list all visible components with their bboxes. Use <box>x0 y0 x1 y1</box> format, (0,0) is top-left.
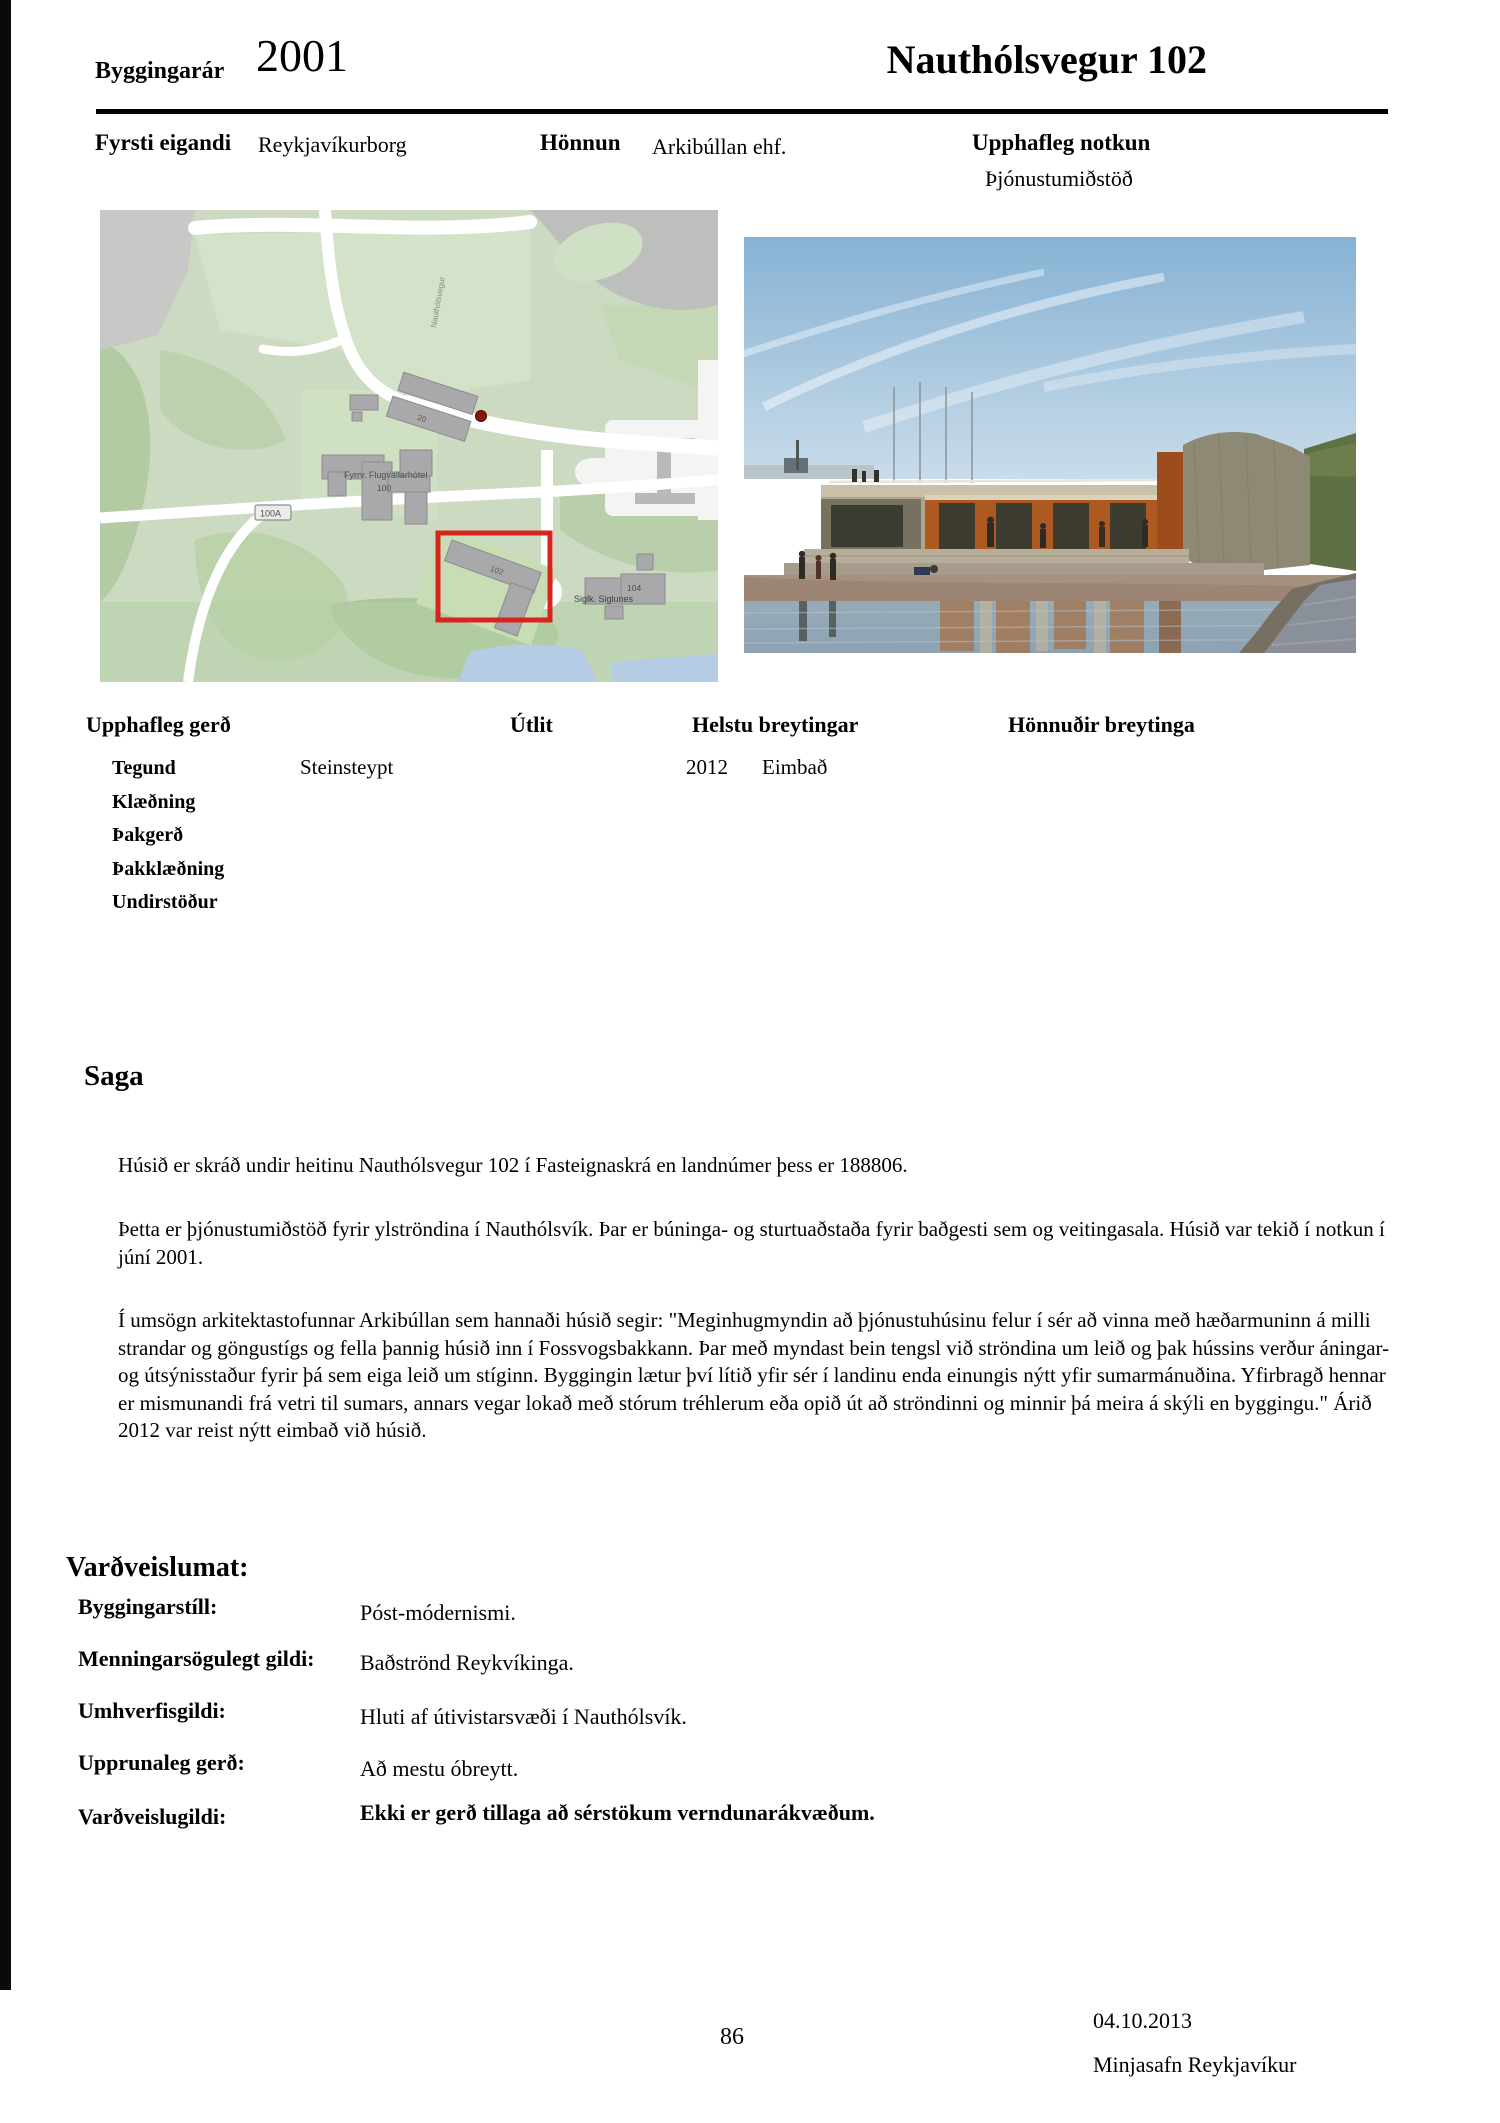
section-original-make: Upphafleg gerð <box>86 712 231 737</box>
assessment-label-style: Byggingarstíll: <box>78 1594 218 1619</box>
first-owner-label: Fyrsti eigandi <box>95 130 232 155</box>
map-red-dot-marker <box>476 411 487 422</box>
assessment-value-environment: Hluti af útivistarsvæði í Nauthólsvík. <box>360 1704 687 1729</box>
assessment-label-environment: Umhverfisgildi: <box>78 1698 226 1723</box>
saga-paragraph-1: Húsið er skráð undir heitinu Nauthólsvegur 102 í Fasteignaskrá en landnúmer þess er 188806. <box>118 1153 908 1177</box>
assessment-label-preservation: Varðveislugildi: <box>78 1804 227 1829</box>
header-rule <box>96 109 1388 114</box>
map-road-label: Nauthólsvegur <box>429 275 447 329</box>
map-road-sign-100a: 100A <box>260 508 282 519</box>
map-hotel-label: Fyrrv. Flugvallarhótel <box>344 470 428 480</box>
site-photo <box>744 237 1356 653</box>
footer-date: 04.10.2013 <box>1093 2008 1192 2033</box>
page-title: Nauthólsvegur 102 <box>886 37 1207 82</box>
footer-institution: Minjasafn Reykjavíkur <box>1093 2052 1297 2077</box>
saga-paragraph-3: Í umsögn arkitektastofunnar Arkibúllan sem hannaði húsið segir: "Meginhugmyndin að þjónustuhúsinu felur í sér að vinna með hæðarmuninn á milli strandar og göngustígs og fella þannig húsið inn í Fossvogsbakkann. Þar með myndast bein tengsl við ströndina um leið og þak hússins verður áningar- og útsýnisstaður fyrir þá sem eiga leið um stíginn. Byggingin lætur því lítið yfir sér í landinu enda einungis nýtt yfir sumarmánuðina. Yfirbragð hennar er mismunandi frá vetri til sumars, annars vegar lokað með stórum tréhlerum eða opið út að ströndinni og minnir þá meira á skýli en byggingu." Árið 2012 var reist nýtt eimbað við húsið. <box>118 1308 1390 1442</box>
original-use-label: Upphafleg notkun <box>972 130 1151 155</box>
assessment-value-cultural: Baðströnd Reykvíkinga. <box>360 1650 574 1675</box>
map-neighbor-number: 104 <box>627 583 642 593</box>
original-use-value: Þjónustumiðstöð <box>985 166 1133 191</box>
change-value: Eimbað <box>762 755 828 779</box>
building-year-value: 2001 <box>256 30 348 81</box>
location-map-image <box>100 210 718 682</box>
first-owner-value: Reykjavíkurborg <box>258 132 407 157</box>
section-main-changes: Helstu breytingar <box>692 712 859 737</box>
saga-heading: Saga <box>84 1060 144 1092</box>
building-year-label: Byggingarár <box>95 58 225 84</box>
attr-label-tegund: Tegund <box>112 757 176 779</box>
assessment-heading: Varðveislumat: <box>66 1552 249 1583</box>
attr-value-type: Steinsteypt <box>300 755 394 779</box>
scan-edge-artifact <box>0 0 11 1990</box>
assessment-label-original: Upprunaleg gerð: <box>78 1750 245 1775</box>
assessment-value-original: Að mestu óbreytt. <box>360 1756 519 1781</box>
map-highlight-number: 102 <box>489 564 505 578</box>
change-year: 2012 <box>686 755 728 779</box>
assessment-value-preservation: Ekki er gerð tillaga að sérstökum verndunarákvæðum. <box>360 1800 875 1825</box>
page-number: 86 <box>720 2024 744 2050</box>
attr-label-undirstodur: Undirstöður <box>112 891 218 913</box>
attr-label-thakklaedning: Þakklæðning <box>112 858 225 880</box>
attr-label-thakgerd: Þakgerð <box>112 824 184 846</box>
design-value: Arkibúllan ehf. <box>652 134 787 159</box>
assessment-label-cultural: Menningarsögulegt gildi: <box>78 1646 315 1671</box>
attr-label-klaedning: Klæðning <box>112 791 196 813</box>
design-label: Hönnun <box>540 130 621 155</box>
map-building20-label: 20 <box>416 412 428 425</box>
map-hotel-number: 100 <box>377 483 392 493</box>
assessment-value-style: Póst-módernismi. <box>360 1600 516 1625</box>
section-appearance: Útlit <box>510 712 553 737</box>
map-neighbor-label: Siglk. Siglunes <box>574 594 634 604</box>
section-change-designers: Hönnuðir breytinga <box>1008 712 1195 737</box>
saga-paragraph-2: Þetta er þjónustumiðstöð fyrir ylströndina í Nauthólsvík. Þar er búninga- og sturtuaðstaða fyrir baðgesti sem og veitingasala. Húsið var tekið í notkun í júní 2001. <box>118 1217 1385 1269</box>
